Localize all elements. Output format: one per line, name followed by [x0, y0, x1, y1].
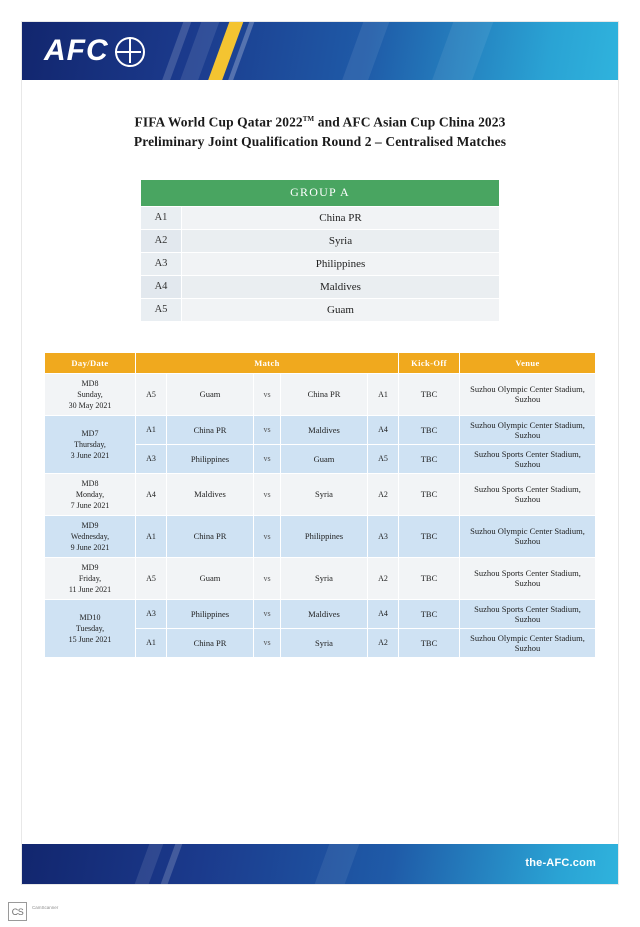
venue-name: Suzhou Sports Center Stadium, Suzhou: [460, 473, 596, 515]
away-code: A5: [368, 444, 399, 473]
matchday-label: MD9: [81, 520, 99, 530]
fixture-date: [45, 557, 136, 599]
away-code: A4: [368, 599, 399, 628]
fixture-date: [45, 373, 136, 415]
away-code: A2: [368, 628, 399, 657]
home-team: China PR: [167, 515, 254, 557]
group-team-name: China PR: [182, 206, 500, 229]
venue-name: Suzhou Sports Center Stadium, Suzhou: [460, 599, 596, 628]
fixture-date: [45, 515, 136, 557]
table-row: [45, 415, 596, 444]
group-team-code: A1: [141, 206, 182, 229]
header-banner: [22, 22, 618, 80]
page-title-line-2: Preliminary Joint Qualification Round 2 – Centralised Matches: [133, 133, 507, 149]
column-header-kickoff: Kick-Off: [399, 352, 460, 373]
table-row: [141, 298, 500, 321]
kickoff-time: TBC: [399, 557, 460, 599]
matchday-label: MD7: [81, 428, 99, 438]
footer-banner: [22, 844, 618, 884]
home-code: A3: [136, 599, 167, 628]
kickoff-time: TBC: [399, 473, 460, 515]
group-heading: GROUP A: [141, 179, 500, 206]
venue-name: Suzhou Olympic Center Stadium, Suzhou: [460, 415, 596, 444]
away-team: Syria: [281, 473, 368, 515]
group-table-header: [141, 179, 500, 206]
away-team: Maldives: [281, 415, 368, 444]
away-team: Guam: [281, 444, 368, 473]
table-row: [45, 515, 596, 557]
home-team: Philippines: [167, 444, 254, 473]
column-header-match: Match: [136, 352, 399, 373]
table-row: [141, 252, 500, 275]
fixture-day: Sunday,: [77, 389, 103, 399]
home-team: Guam: [167, 373, 254, 415]
vs-label: vs: [254, 415, 281, 444]
column-header-venue: Venue: [460, 352, 596, 373]
vs-label: vs: [254, 373, 281, 415]
away-code: A3: [368, 515, 399, 557]
kickoff-time: TBC: [399, 628, 460, 657]
venue-name: Suzhou Sports Center Stadium, Suzhou: [460, 557, 596, 599]
vs-label: vs: [254, 473, 281, 515]
home-code: A4: [136, 473, 167, 515]
home-code: A5: [136, 373, 167, 415]
footer-url[interactable]: the-AFC.com: [525, 857, 596, 869]
group-table: [140, 179, 500, 322]
fixture-day: Friday,: [78, 573, 102, 583]
home-code: A1: [136, 628, 167, 657]
fixture-date-value: 11 June 2021: [68, 584, 112, 594]
kickoff-time: TBC: [399, 415, 460, 444]
title-part-1: FIFA World Cup Qatar 2022: [134, 114, 303, 130]
fixture-date: [45, 599, 136, 657]
camscanner-note: CamScanner: [32, 905, 59, 910]
matchday-label: MD8: [81, 378, 99, 388]
vs-label: vs: [254, 599, 281, 628]
fixtures-header-row: [45, 352, 596, 373]
fixture-date-value: 7 June 2021: [70, 500, 110, 510]
banner-stripe: [426, 22, 499, 80]
vs-label: vs: [254, 444, 281, 473]
table-row: [45, 557, 596, 599]
home-code: A3: [136, 444, 167, 473]
home-team: China PR: [167, 415, 254, 444]
table-row: [141, 275, 500, 298]
group-team-name: Guam: [182, 298, 500, 321]
away-code: A4: [368, 415, 399, 444]
footer-stripe: [131, 844, 167, 884]
matchday-label: MD8: [81, 478, 99, 488]
kickoff-time: TBC: [399, 373, 460, 415]
title-part-2: and AFC Asian Cup China 2023: [314, 114, 506, 130]
vs-label: vs: [254, 628, 281, 657]
away-code: A2: [368, 473, 399, 515]
fixture-date-value: 9 June 2021: [70, 542, 110, 552]
home-team: China PR: [167, 628, 254, 657]
fixture-date-value: 30 May 2021: [68, 400, 112, 410]
footer-stripe: [157, 844, 186, 884]
fixture-day: Tuesday,: [75, 623, 105, 633]
venue-name: Suzhou Olympic Center Stadium, Suzhou: [460, 515, 596, 557]
afc-logo-text: AFC: [44, 34, 109, 67]
fixture-day: Wednesday,: [70, 531, 110, 541]
away-team: Maldives: [281, 599, 368, 628]
afc-logo: [44, 35, 145, 67]
table-row: [141, 229, 500, 252]
venue-name: Suzhou Olympic Center Stadium, Suzhou: [460, 373, 596, 415]
vs-label: vs: [254, 515, 281, 557]
banner-stripe: [336, 22, 395, 80]
matchday-label: MD9: [81, 562, 99, 572]
group-team-name: Syria: [182, 229, 500, 252]
group-team-code: A3: [141, 252, 182, 275]
vs-label: vs: [254, 557, 281, 599]
fixture-date: [45, 473, 136, 515]
venue-name: Suzhou Sports Center Stadium, Suzhou: [460, 444, 596, 473]
camscanner-badge: CS: [8, 902, 27, 921]
table-row: [45, 599, 596, 628]
kickoff-time: TBC: [399, 515, 460, 557]
fixture-date-value: 3 June 2021: [70, 450, 110, 460]
away-team: Syria: [281, 628, 368, 657]
fixture-date-value: 15 June 2021: [68, 634, 112, 644]
away-team: China PR: [281, 373, 368, 415]
away-code: A2: [368, 557, 399, 599]
away-team: Philippines: [281, 515, 368, 557]
fixture-day: Thursday,: [74, 439, 106, 449]
home-team: Guam: [167, 557, 254, 599]
table-row: [141, 206, 500, 229]
away-code: A1: [368, 373, 399, 415]
home-code: A5: [136, 557, 167, 599]
home-team: Philippines: [167, 599, 254, 628]
group-team-code: A5: [141, 298, 182, 321]
fixtures-table: [44, 352, 596, 658]
group-team-code: A4: [141, 275, 182, 298]
trademark-symbol: TM: [302, 115, 315, 123]
kickoff-time: TBC: [399, 599, 460, 628]
footer-stripe: [311, 844, 363, 884]
home-code: A1: [136, 415, 167, 444]
group-team-name: Maldives: [182, 275, 500, 298]
table-row: [45, 473, 596, 515]
page-title-line-1: [22, 110, 618, 132]
column-header-date: Day/Date: [45, 352, 136, 373]
fixture-date: [45, 415, 136, 473]
document-title-block: [22, 110, 618, 151]
fixture-day: Monday,: [75, 489, 105, 499]
venue-name: Suzhou Olympic Center Stadium, Suzhou: [460, 628, 596, 657]
home-team: Maldives: [167, 473, 254, 515]
group-team-name: Philippines: [182, 252, 500, 275]
globe-icon: [115, 37, 145, 67]
matchday-label: MD10: [79, 612, 101, 622]
group-team-code: A2: [141, 229, 182, 252]
table-row: [45, 373, 596, 415]
kickoff-time: TBC: [399, 444, 460, 473]
camscanner-watermark: [8, 902, 58, 921]
away-team: Syria: [281, 557, 368, 599]
home-code: A1: [136, 515, 167, 557]
document-page: [22, 22, 618, 884]
